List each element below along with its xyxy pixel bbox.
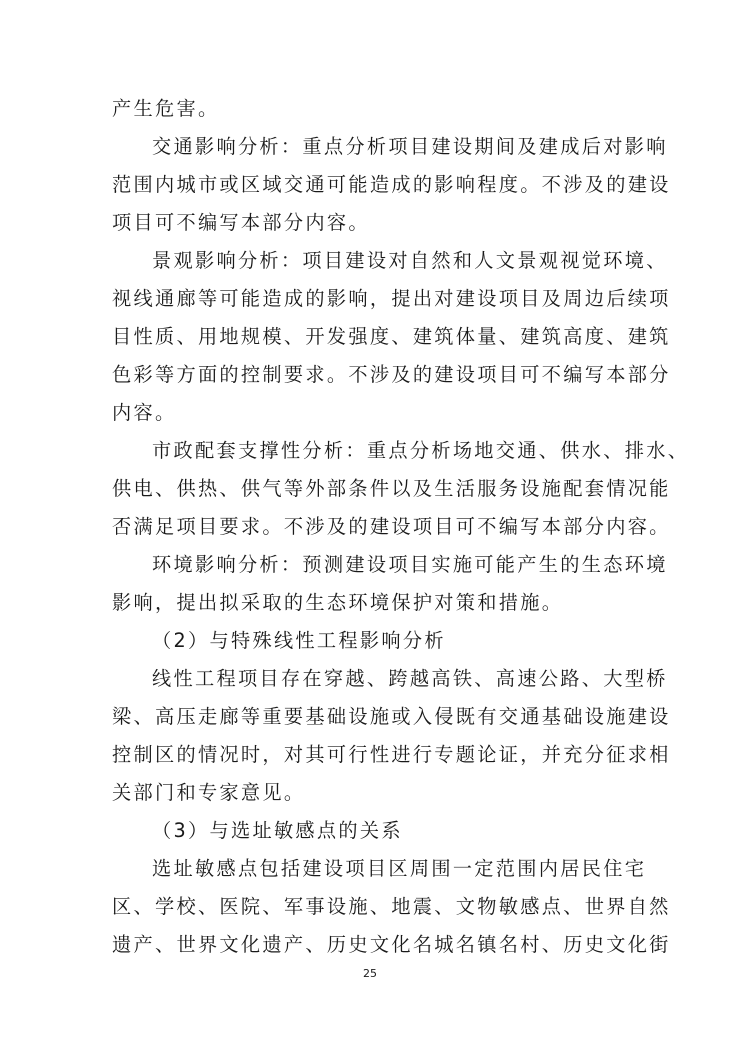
- section-heading: （3）与选址敏感点的关系: [152, 819, 403, 842]
- text-line: 项目可不编写本部分内容。: [112, 211, 370, 234]
- text-line: 关部门和专家意见。: [112, 781, 306, 804]
- text-line: 选址敏感点包括建设项目区周围一定范围内居民住宅: [152, 857, 647, 880]
- text-line: 梁、高压走廊等重要基础设施或入侵既有交通基础设施建设: [112, 705, 671, 728]
- text-line: 区、学校、医院、军事设施、地震、文物敏感点、世界自然: [112, 895, 671, 918]
- text-line: 色彩等方面的控制要求。不涉及的建设项目可不编写本部分: [112, 363, 671, 386]
- text-line: 景观影响分析：项目建设对自然和人文景观视觉环境、: [152, 249, 668, 272]
- page-number: 25: [363, 967, 377, 980]
- text-line: 影响，提出拟采取的生态环境保护对策和措施。: [112, 591, 564, 614]
- text-line: 遗产、世界文化遗产、历史文化名城名镇名村、历史文化街: [112, 933, 671, 956]
- text-line: 目性质、用地规模、开发强度、建筑体量、建筑高度、建筑: [112, 325, 671, 348]
- text-line: 市政配套支撑性分析：重点分析场地交通、供水、排水、: [152, 439, 690, 462]
- text-line: 供电、供热、供气等外部条件以及生活服务设施配套情况能: [112, 477, 671, 500]
- text-line: 内容。: [112, 401, 177, 424]
- text-line: 交通影响分析：重点分析项目建设期间及建成后对影响: [152, 135, 668, 158]
- text-line: 否满足项目要求。不涉及的建设项目可不编写本部分内容。: [112, 515, 671, 538]
- text-line: 范围内城市或区域交通可能造成的影响程度。不涉及的建设: [112, 173, 671, 196]
- text-line: 控制区的情况时，对其可行性进行专题论证，并充分征求相: [112, 743, 671, 766]
- text-line: 产生危害。: [112, 97, 220, 120]
- text-line: 线性工程项目存在穿越、跨越高铁、高速公路、大型桥: [152, 667, 668, 690]
- section-heading: （2）与特殊线性工程影响分析: [152, 629, 446, 652]
- text-line: 环境影响分析：预测建设项目实施可能产生的生态环境: [152, 553, 668, 576]
- body-text: [112, 90, 690, 964]
- text-line: 视线通廊等可能造成的影响，提出对建设项目及周边后续项: [112, 287, 671, 310]
